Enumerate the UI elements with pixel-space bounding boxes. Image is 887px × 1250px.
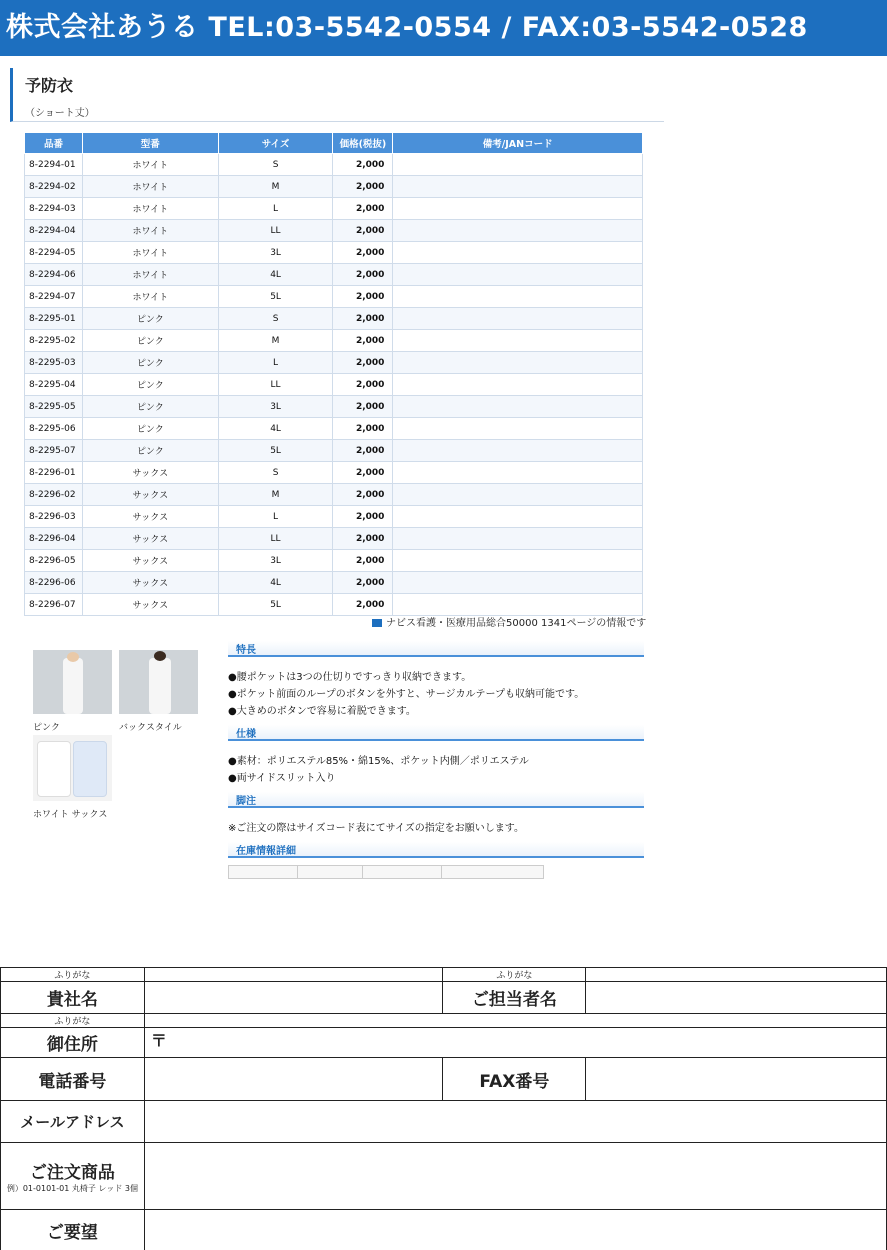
cell-model: ピンク	[82, 308, 218, 330]
cell-model: サックス	[82, 550, 218, 572]
cell-notes	[393, 484, 643, 506]
cell-model: ピンク	[82, 440, 218, 462]
cell-model: サックス	[82, 528, 218, 550]
cell-size: S	[218, 154, 333, 176]
cell-model: ピンク	[82, 396, 218, 418]
cell-product-no: 8-2294-02	[25, 176, 83, 198]
order-item-label	[1, 1143, 145, 1210]
table-row	[25, 506, 643, 528]
cell-price: 2,000	[333, 506, 393, 528]
spec-line: ●素材：ポリエステル85%・綿15%、ポケット内側／ポリエステル	[228, 756, 529, 767]
cell-notes	[393, 396, 643, 418]
cell-notes	[393, 418, 643, 440]
cell-price: 2,000	[333, 352, 393, 374]
caption-white-sax: ホワイト サックス	[33, 810, 108, 820]
cell-size: 3L	[218, 550, 333, 572]
product-table	[24, 132, 643, 616]
cell-model: ホワイト	[82, 264, 218, 286]
cell-product-no: 8-2295-04	[25, 374, 83, 396]
table-row	[25, 484, 643, 506]
cell-notes	[393, 352, 643, 374]
cell-notes	[393, 594, 643, 616]
cell-notes	[393, 572, 643, 594]
stock-heading: 在庫情報詳細	[228, 842, 644, 858]
cell-size: 3L	[218, 396, 333, 418]
cell-model: ホワイト	[82, 220, 218, 242]
postal-mark: 〒	[150, 1031, 167, 1050]
cell-model: ピンク	[82, 352, 218, 374]
cell-notes	[393, 528, 643, 550]
address-furigana-field[interactable]	[144, 1014, 886, 1028]
cell-product-no: 8-2294-04	[25, 220, 83, 242]
cell-size: S	[218, 462, 333, 484]
cell-notes	[393, 550, 643, 572]
cell-price: 2,000	[333, 418, 393, 440]
order-item-title: ご注文商品	[29, 1163, 115, 1183]
product-photo-back-style	[119, 650, 198, 714]
caption-back-style: バックスタイル	[119, 723, 182, 733]
table-row	[25, 418, 643, 440]
cell-size: 3L	[218, 242, 333, 264]
cell-size: M	[218, 484, 333, 506]
table-row	[25, 154, 643, 176]
product-title-block	[10, 68, 664, 122]
feature-line: ●大きめのボタンで容易に着脱できます。	[228, 706, 416, 717]
cell-price: 2,000	[333, 286, 393, 308]
cell-price: 2,000	[333, 462, 393, 484]
cell-product-no: 8-2295-07	[25, 440, 83, 462]
cell-size: 4L	[218, 264, 333, 286]
company-banner: 株式会社あうる TEL:03-5542-0554 / FAX:03-5542-0528	[0, 0, 887, 56]
table-row	[25, 462, 643, 484]
cell-notes	[393, 506, 643, 528]
cell-size: L	[218, 198, 333, 220]
book-icon	[372, 619, 382, 627]
address-field[interactable]	[144, 1028, 886, 1058]
cell-model: ホワイト	[82, 242, 218, 264]
cell-product-no: 8-2296-05	[25, 550, 83, 572]
cell-notes	[393, 154, 643, 176]
table-row	[25, 352, 643, 374]
request-field[interactable]	[144, 1210, 886, 1250]
cell-price: 2,000	[333, 264, 393, 286]
feature-line: ●ポケット前面のループのボタンを外すと、サージカルテープも収納可能です。	[228, 689, 585, 700]
cell-product-no: 8-2296-02	[25, 484, 83, 506]
company-furigana-field[interactable]	[144, 968, 443, 982]
order-item-example: 例）01-0101-01 丸椅子 レッド 3個	[6, 1184, 138, 1193]
furigana-label: ふりがな	[1, 1014, 145, 1028]
cell-price: 2,000	[333, 440, 393, 462]
cell-price: 2,000	[333, 154, 393, 176]
product-photo-colors	[33, 735, 112, 801]
cell-size: 5L	[218, 440, 333, 462]
cell-product-no: 8-2294-06	[25, 264, 83, 286]
product-photo-pink-front	[33, 650, 112, 714]
cell-price: 2,000	[333, 396, 393, 418]
furigana-label: ふりがな	[443, 968, 586, 982]
cell-price: 2,000	[333, 308, 393, 330]
cell-model: サックス	[82, 594, 218, 616]
cell-product-no: 8-2296-07	[25, 594, 83, 616]
cell-model: ピンク	[82, 330, 218, 352]
feature-line: ●腰ポケットは3つの仕切りですっきり収納できます。	[228, 672, 472, 683]
cell-notes	[393, 462, 643, 484]
cell-notes	[393, 220, 643, 242]
contact-furigana-field[interactable]	[586, 968, 887, 982]
cell-size: LL	[218, 374, 333, 396]
cell-notes	[393, 286, 643, 308]
cell-product-no: 8-2296-01	[25, 462, 83, 484]
cell-model: ホワイト	[82, 198, 218, 220]
page-title: 予防衣	[25, 76, 74, 95]
cell-product-no: 8-2294-07	[25, 286, 83, 308]
table-header-row	[25, 133, 643, 154]
cell-size: LL	[218, 528, 333, 550]
table-row	[25, 242, 643, 264]
col-header-price: 価格(税抜)	[333, 133, 393, 154]
spec-line: ●両サイドスリット入り	[228, 773, 336, 784]
cell-size: 5L	[218, 286, 333, 308]
cell-product-no: 8-2296-03	[25, 506, 83, 528]
fax-label: FAX番号	[443, 1058, 586, 1101]
caption-pink: ピンク	[33, 723, 60, 733]
page-subtitle: （ショート丈）	[25, 108, 95, 119]
table-row	[25, 528, 643, 550]
table-row	[25, 374, 643, 396]
cell-model: ホワイト	[82, 286, 218, 308]
furigana-label: ふりがな	[1, 968, 145, 982]
cell-price: 2,000	[333, 220, 393, 242]
cell-price: 2,000	[333, 572, 393, 594]
table-row	[25, 264, 643, 286]
cell-model: サックス	[82, 572, 218, 594]
cell-product-no: 8-2294-03	[25, 198, 83, 220]
cell-product-no: 8-2295-03	[25, 352, 83, 374]
company-label: 貴社名	[1, 982, 145, 1014]
cell-size: 4L	[218, 572, 333, 594]
email-field[interactable]	[144, 1101, 886, 1143]
cell-notes	[393, 374, 643, 396]
cell-size: M	[218, 176, 333, 198]
cell-price: 2,000	[333, 528, 393, 550]
cell-size: LL	[218, 220, 333, 242]
specs-heading: 仕様	[228, 725, 644, 741]
notes-heading: 脚注	[228, 792, 644, 808]
col-header-size: サイズ	[218, 133, 333, 154]
cell-product-no: 8-2294-01	[25, 154, 83, 176]
cell-size: L	[218, 352, 333, 374]
cell-notes	[393, 264, 643, 286]
cell-product-no: 8-2295-05	[25, 396, 83, 418]
cell-size: 4L	[218, 418, 333, 440]
cell-price: 2,000	[333, 198, 393, 220]
table-row	[25, 198, 643, 220]
cell-size: M	[218, 330, 333, 352]
cell-product-no: 8-2296-06	[25, 572, 83, 594]
table-row	[25, 440, 643, 462]
cell-price: 2,000	[333, 242, 393, 264]
cell-model: ホワイト	[82, 154, 218, 176]
table-row	[25, 176, 643, 198]
source-note-text: ナビス看護・医療用品総合50000 1341ページの情報です	[386, 618, 647, 629]
cell-notes	[393, 440, 643, 462]
cell-model: サックス	[82, 506, 218, 528]
col-header-notes-jan: 備考/JANコード	[393, 133, 643, 154]
cell-notes	[393, 330, 643, 352]
cell-price: 2,000	[333, 176, 393, 198]
table-row	[25, 572, 643, 594]
cell-notes	[393, 308, 643, 330]
contact-field[interactable]	[586, 982, 887, 1014]
cell-product-no: 8-2296-04	[25, 528, 83, 550]
request-label: ご要望	[1, 1210, 145, 1250]
order-item-field[interactable]	[144, 1143, 886, 1210]
col-header-product-no: 品番	[25, 133, 83, 154]
table-row	[25, 594, 643, 616]
cell-model: ピンク	[82, 374, 218, 396]
cell-notes	[393, 176, 643, 198]
table-row	[25, 396, 643, 418]
cell-size: S	[218, 308, 333, 330]
address-label: 御住所	[1, 1028, 145, 1058]
table-row	[25, 286, 643, 308]
cell-model: ピンク	[82, 418, 218, 440]
email-label: メールアドレス	[1, 1101, 145, 1143]
cell-price: 2,000	[333, 550, 393, 572]
cell-price: 2,000	[333, 330, 393, 352]
cell-size: L	[218, 506, 333, 528]
cell-model: ホワイト	[82, 176, 218, 198]
cell-size: 5L	[218, 594, 333, 616]
phone-field[interactable]	[144, 1058, 443, 1101]
phone-label: 電話番号	[1, 1058, 145, 1101]
cell-product-no: 8-2295-02	[25, 330, 83, 352]
table-row	[25, 330, 643, 352]
contact-label: ご担当者名	[443, 982, 586, 1014]
cell-price: 2,000	[333, 484, 393, 506]
cell-product-no: 8-2294-05	[25, 242, 83, 264]
cell-product-no: 8-2295-01	[25, 308, 83, 330]
col-header-model: 型番	[82, 133, 218, 154]
cell-model: サックス	[82, 462, 218, 484]
cell-product-no: 8-2295-06	[25, 418, 83, 440]
table-row	[25, 308, 643, 330]
fax-field[interactable]	[586, 1058, 887, 1101]
note-line: ※ご注文の際はサイズコード表にてサイズの指定をお願いします。	[228, 823, 524, 834]
order-form	[0, 967, 887, 1250]
company-field[interactable]	[144, 982, 443, 1014]
cell-price: 2,000	[333, 374, 393, 396]
source-note	[372, 614, 646, 629]
cell-model: サックス	[82, 484, 218, 506]
table-row	[25, 550, 643, 572]
cell-notes	[393, 198, 643, 220]
stock-info-bar	[228, 865, 544, 879]
table-row	[25, 220, 643, 242]
cell-price: 2,000	[333, 594, 393, 616]
features-heading: 特長	[228, 641, 644, 657]
cell-notes	[393, 242, 643, 264]
